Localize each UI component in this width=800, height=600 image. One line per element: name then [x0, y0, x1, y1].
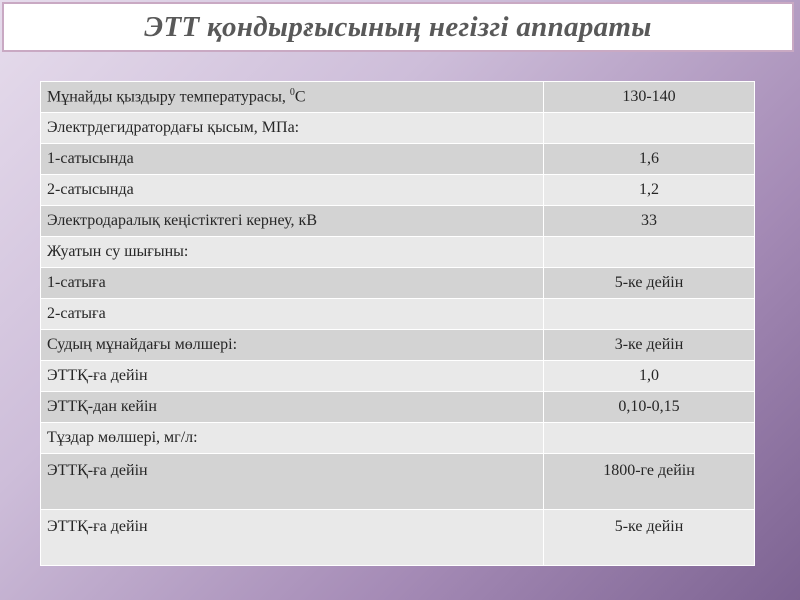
- table-cell-value: 5-ке дейін: [544, 510, 755, 566]
- table-cell-label: ЭТТҚ-ға дейін: [41, 454, 544, 510]
- table-cell-value: 3-ке дейін: [544, 330, 755, 361]
- table-cell-label: Тұздар мөлшері, мг/л:: [41, 423, 544, 454]
- table-row: [41, 144, 755, 175]
- table-cell-value: 1,0: [544, 361, 755, 392]
- table-row: [41, 510, 755, 566]
- table-cell-label: ЭТТҚ-дан кейін: [41, 392, 544, 423]
- table-cell-value: 1,6: [544, 144, 755, 175]
- table-cell-label: Судың мұнайдағы мөлшері:: [41, 330, 544, 361]
- table-cell-label: [41, 82, 544, 113]
- table-row: [41, 206, 755, 237]
- table-cell-label: ЭТТҚ-ға дейін: [41, 361, 544, 392]
- table-cell-label: 2-сатыға: [41, 299, 544, 330]
- table-row: [41, 454, 755, 510]
- table-row: [41, 113, 755, 144]
- table-cell-label: 1-сатысында: [41, 144, 544, 175]
- table-cell-label: 1-сатыға: [41, 268, 544, 299]
- degree-superscript: 0: [289, 87, 295, 99]
- row-unit-text: С: [294, 88, 306, 106]
- table-row: [41, 82, 755, 113]
- table-cell-value: 1,2: [544, 175, 755, 206]
- table-cell-value: [544, 423, 755, 454]
- table-cell-value: 130-140: [544, 82, 755, 113]
- table-cell-value: [544, 299, 755, 330]
- table-cell-value: [544, 237, 755, 268]
- table-cell-value: 5-ке дейін: [544, 268, 755, 299]
- table-row: [41, 299, 755, 330]
- title-box: [2, 2, 794, 52]
- row-label-text: Мұнайды қыздыру температурасы,: [47, 88, 290, 106]
- table-cell-value: [544, 113, 755, 144]
- table-row: [41, 330, 755, 361]
- parameters-table: [40, 81, 755, 566]
- table-cell-label: Электрдегидратордағы қысым, МПа:: [41, 113, 544, 144]
- table-row: [41, 175, 755, 206]
- table-cell-label: ЭТТҚ-ға дейін: [41, 510, 544, 566]
- table-row: [41, 237, 755, 268]
- table-cell-label: Электродаралық кеңістіктегі кернеу, кВ: [41, 206, 544, 237]
- table-cell-value: 1800-ге дейін: [544, 454, 755, 510]
- table-cell-value: 33: [544, 206, 755, 237]
- table-cell-label: Жуатын су шығыны:: [41, 237, 544, 268]
- table-row: [41, 423, 755, 454]
- table-cell-label: 2-сатысында: [41, 175, 544, 206]
- table-cell-value: 0,10-0,15: [544, 392, 755, 423]
- table-row: [41, 268, 755, 299]
- page-title: ЭТТ қондырғысының негізгі аппараты: [144, 10, 652, 43]
- table-row: [41, 361, 755, 392]
- table-row: [41, 392, 755, 423]
